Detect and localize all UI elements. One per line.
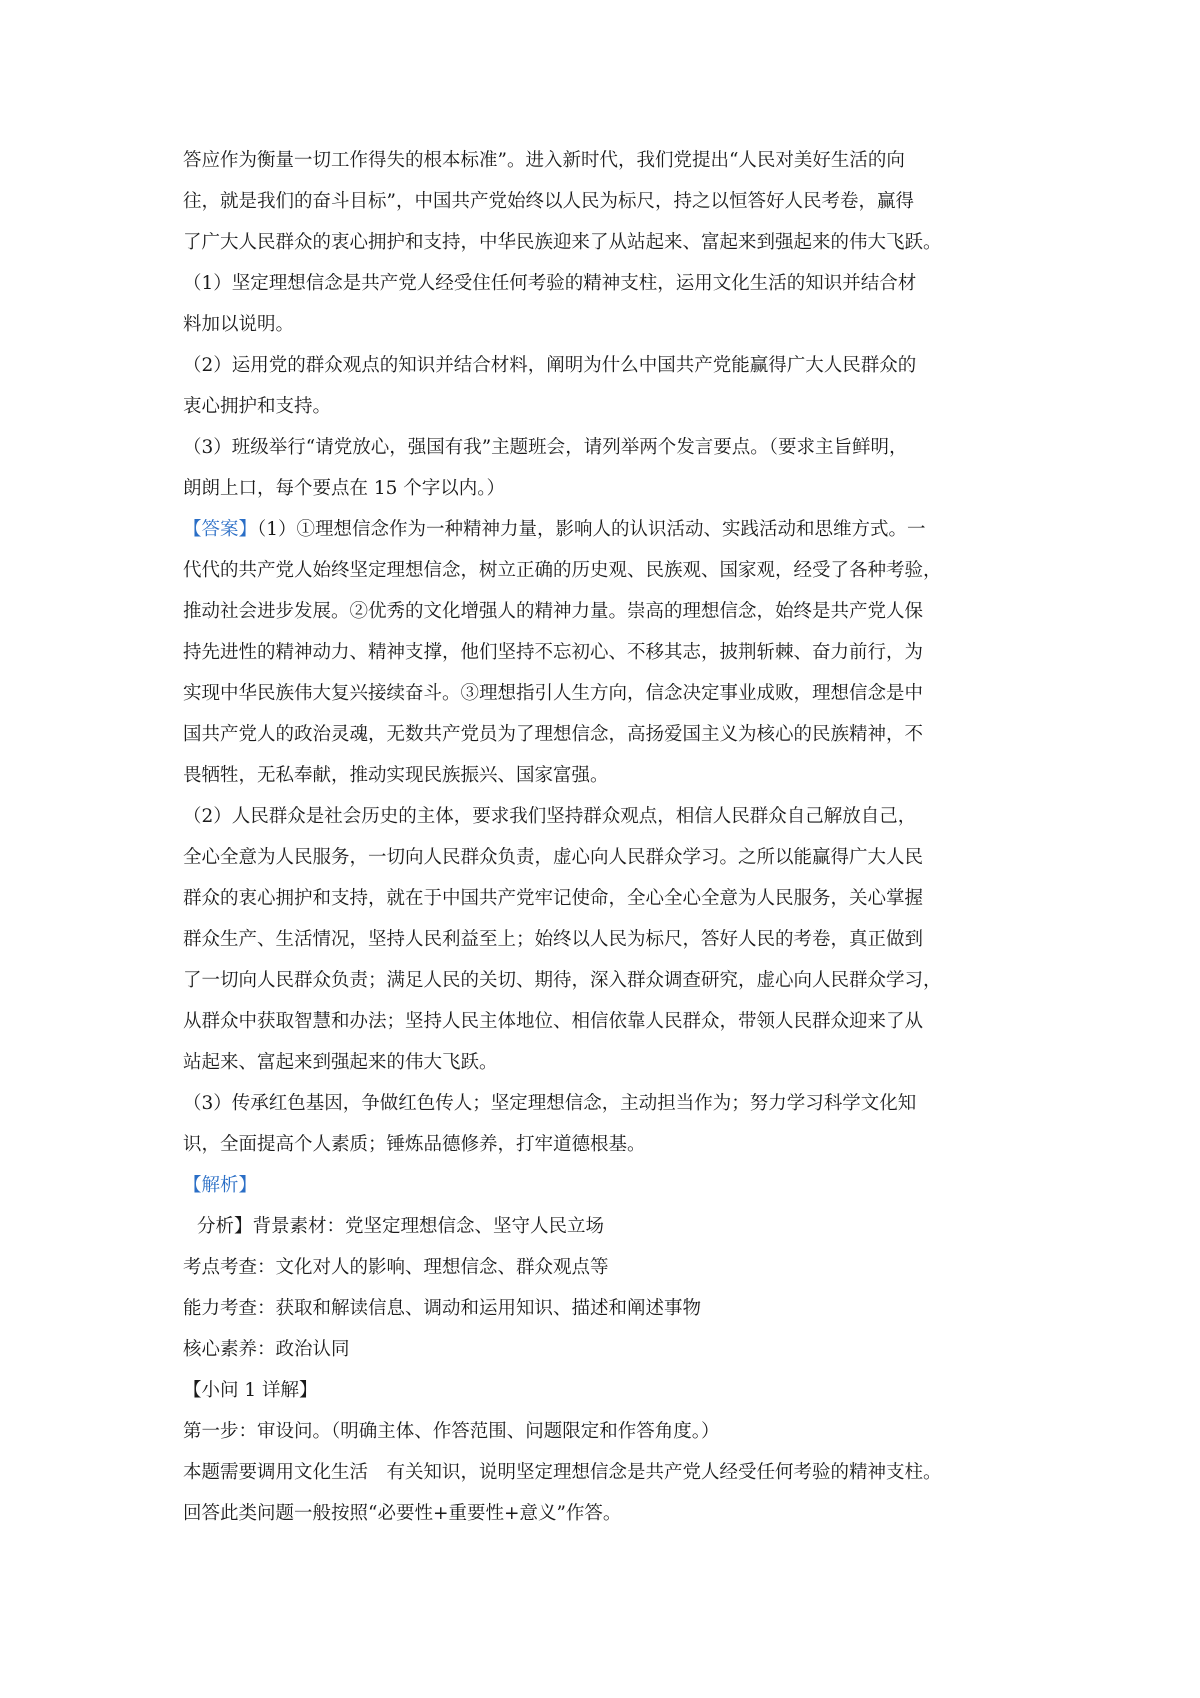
analysis-line: 分析】背景素材：党坚定理想信念、坚守人民立场	[197, 1216, 605, 1237]
answer-line: 站起来、富起来到强起来的伟大飞跃。	[183, 1052, 498, 1073]
answer-line: 识，全面提高个人素质；锤炼品德修养，打牢道德根基。	[183, 1134, 646, 1155]
analysis-line: 能力考查：获取和解读信息、调动和运用知识、描述和阐述事物	[183, 1298, 702, 1319]
analysis-line: 回答此类问题一般按照“必要性+重要性+意义”作答。	[183, 1503, 622, 1524]
analysis-section	[183, 1165, 1043, 1534]
answer-line: 实现中华民族伟大复兴接续奋斗。③理想指引人生方向，信念决定事业成败，理想信念是中	[183, 683, 924, 704]
answer-line: 畏牺牲，无私奉献，推动实现民族振兴、国家富强。	[183, 765, 609, 786]
answer-line: 群众生产、生活情况，坚持人民利益至上；始终以人民为标尺，答好人民的考卷，真正做到	[183, 929, 924, 950]
analysis-label: 【解析】	[183, 1175, 258, 1196]
answer-1-first: （1）①理想信念作为一种精神力量，影响人的认识活动、实践活动和思维方式。一	[257, 519, 926, 540]
answer-line: 全心全意为人民服务，一切向人民群众负责，虚心向人民群众学习。之所以能赢得广大人民	[183, 847, 924, 868]
material-line: 了广大人民群众的衷心拥护和支持，中华民族迎来了从站起来、富起来到强起来的伟大飞跃。	[183, 232, 942, 253]
material-line: 答应作为衡量一切工作得失的根本标准”。进入新时代，我们党提出“人民对美好生活的向	[183, 150, 905, 171]
analysis-line: 第一步：审设问。（明确主体、作答范围、问题限定和作答角度。）	[183, 1421, 720, 1442]
answer-line: 了一切向人民群众负责；满足人民的关切、期待，深入群众调查研究，虚心向人民群众学习，	[183, 970, 942, 991]
analysis-line: 考点考查：文化对人的影响、理想信念、群众观点等	[183, 1257, 609, 1278]
material-line: 往，就是我们的奋斗目标”，中国共产党始终以人民为标尺，持之以恒答好人民考卷，赢得	[183, 191, 914, 212]
answer-line: 代代的共产党人始终坚定理想信念，树立正确的历史观、民族观、国家观，经受了各种考验，	[183, 560, 942, 581]
analysis-line: 本题需要调用文化生活 有关知识，说明坚定理想信念是共产党人经受任何考验的精神支柱。	[183, 1462, 942, 1483]
sub-question-line: （2）运用党的群众观点的知识并结合材料，阐明为什么中国共产党能赢得广大人民群众的	[183, 355, 917, 376]
answer-label: 【答案】	[183, 519, 258, 540]
sub-question-line: 衷心拥护和支持。	[183, 396, 332, 417]
sub-question-2	[183, 345, 1043, 427]
answer-section	[183, 509, 1043, 1165]
question-material	[183, 140, 1043, 263]
analysis-subheading: 【小问 1 详解】	[183, 1380, 318, 1401]
sub-question-line: 料加以说明。	[183, 314, 295, 335]
sub-question-1	[183, 263, 1043, 345]
sub-question-line: （3）班级举行“请党放心，强国有我”主题班会，请列举两个发言要点。（要求主旨鲜明，	[183, 437, 908, 458]
document-page	[183, 140, 1043, 1534]
sub-question-3	[183, 427, 1043, 509]
answer-line: 持先进性的精神动力、精神支撑，他们坚持不忘初心、不移其志，披荆斩棘、奋力前行，为	[183, 642, 924, 663]
answer-line: 国共产党人的政治灵魂，无数共产党员为了理想信念，高扬爱国主义为核心的民族精神，不	[183, 724, 924, 745]
answer-line: （3）传承红色基因，争做红色传人；坚定理想信念，主动担当作为；努力学习科学文化知	[183, 1093, 917, 1114]
answer-line: 推动社会进步发展。②优秀的文化增强人的精神力量。崇高的理想信念，始终是共产党人保	[183, 601, 924, 622]
analysis-line: 核心素养：政治认同	[183, 1339, 350, 1360]
answer-line: （2）人民群众是社会历史的主体，要求我们坚持群众观点，相信人民群众自己解放自己，	[183, 806, 917, 827]
answer-line: 群众的衷心拥护和支持，就在于中国共产党牢记使命，全心全心全意为人民服务，关心掌握	[183, 888, 924, 909]
answer-first-line	[183, 509, 1043, 550]
sub-question-line: （1）坚定理想信念是共产党人经受住任何考验的精神支柱，运用文化生活的知识并结合材	[183, 273, 917, 294]
answer-line: 从群众中获取智慧和办法；坚持人民主体地位、相信依靠人民群众，带领人民群众迎来了从	[183, 1011, 924, 1032]
sub-question-line: 朗朗上口，每个要点在 15 个字以内。）	[183, 478, 506, 499]
